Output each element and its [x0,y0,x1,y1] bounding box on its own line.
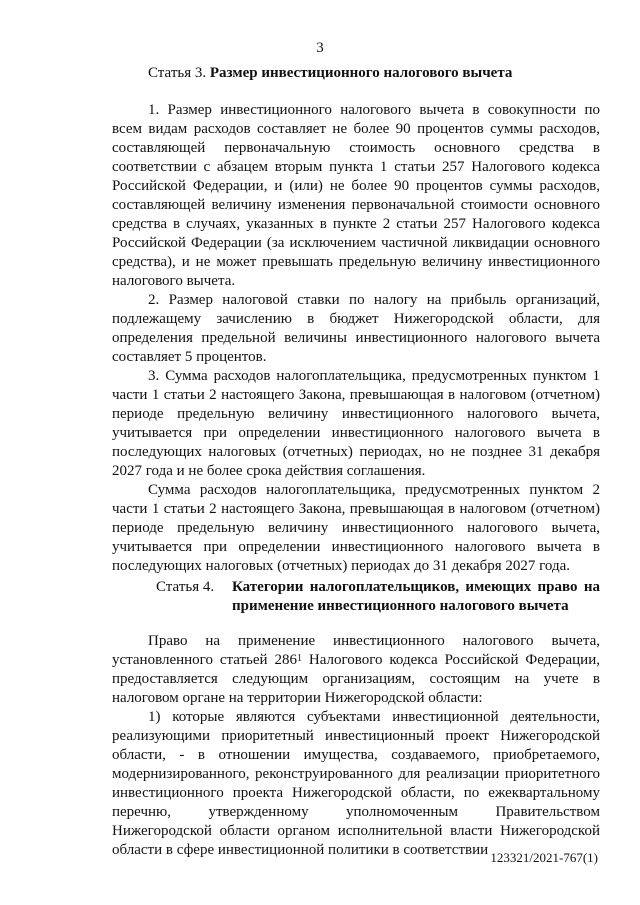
article-4-intro-superscript: 1 [296,653,302,664]
article-4-intro-text: Право на применение инвестиционного налогового вычета, установленного статьей 286 [112,633,600,668]
article-4-title: Категории налогоплательщиков, имеющих право на применение инвестиционного налогового вычета [232,579,600,614]
article-4-number: Статья 4. [156,579,215,595]
article-3-heading [148,64,636,83]
page-number: 3 [316,40,324,56]
article-3-paragraph-3: 3. Сумма расходов налогоплательщика, предусмотренных пунктом 1 части 1 статьи 2 настоящего Закона, превышающая в налоговом (отчетном) периоде предельную величину инвестиционного налогового вычета, учитывается при определении инвестиционного налогового вычета в последующих налоговых (отчетных) периодах, но не позднее 31 декабря 2027 года и не более срока действия соглашения. [112,368,600,479]
article-4-intro-text-continued: Налогового кодекса Российской Федерации, предоставляется следующим организациям, состоящим на учете в налоговом органе на территории Нижегородской области: [112,652,600,706]
article-4-body [112,632,600,860]
article-3-paragraph-1: 1. Размер инвестиционного налогового вычета в совокупности по всем видам расходов составляет не более 90 процентов суммы расходов, составляющей первоначальную стоимость основного средства в соответствии с абзацем вторым пункта 1 статьи 257 Налогового кодекса Российской Федерации, и (или) не более 90 процентов суммы расходов, составляющей величину изменения первоначальной стоимости основного средства в случаях, указанных в пункте 2 статьи 257 Налогового кодекса Российской Федерации (за исключением частичной ликвидации основного средства), и не может превышать предельную величину инвестиционного налогового вычета. [112,102,600,289]
article-3-body [112,101,600,576]
article-4-intro [112,632,600,708]
article-3-paragraph-2: 2. Размер налоговой ставки по налогу на прибыль организаций, подлежащему зачислению в бюджет Нижегородской области, для определения предельной величины инвестиционного налогового вычета составляет 5 процентов. [112,292,600,365]
article-4-item-1: 1) которые являются субъектами инвестиционной деятельности, реализующими приоритетный инвестиционный проект Нижегородской области, - в отношении имущества, создаваемого, приобретаемого, модернизированного, реконструированного для реализации приоритетного инвестиционного проекта Нижегородской области, по ежеквартальному перечню, утвержденному уполномоченным Правительством Нижегородской области органом исполнительной власти Нижегородской области в сфере инвестиционной политики в соответствии [112,709,600,858]
document-code: 123321/2021-767(1) [490,850,598,865]
article-3-paragraph-4: Сумма расходов налогоплательщика, предусмотренных пунктом 2 части 1 статьи 2 настоящего Закона, превышающая в налоговом (отчетном) периоде предельную величину инвестиционного налогового вычета, учитывается при определении инвестиционного налогового вычета в последующих налоговых (отчетных) периодах до 31 декабря 2027 года. [112,482,600,574]
article-3-title: Размер инвестиционного налогового вычета [209,65,513,81]
article-3-prefix: Статья 3. [148,65,210,81]
